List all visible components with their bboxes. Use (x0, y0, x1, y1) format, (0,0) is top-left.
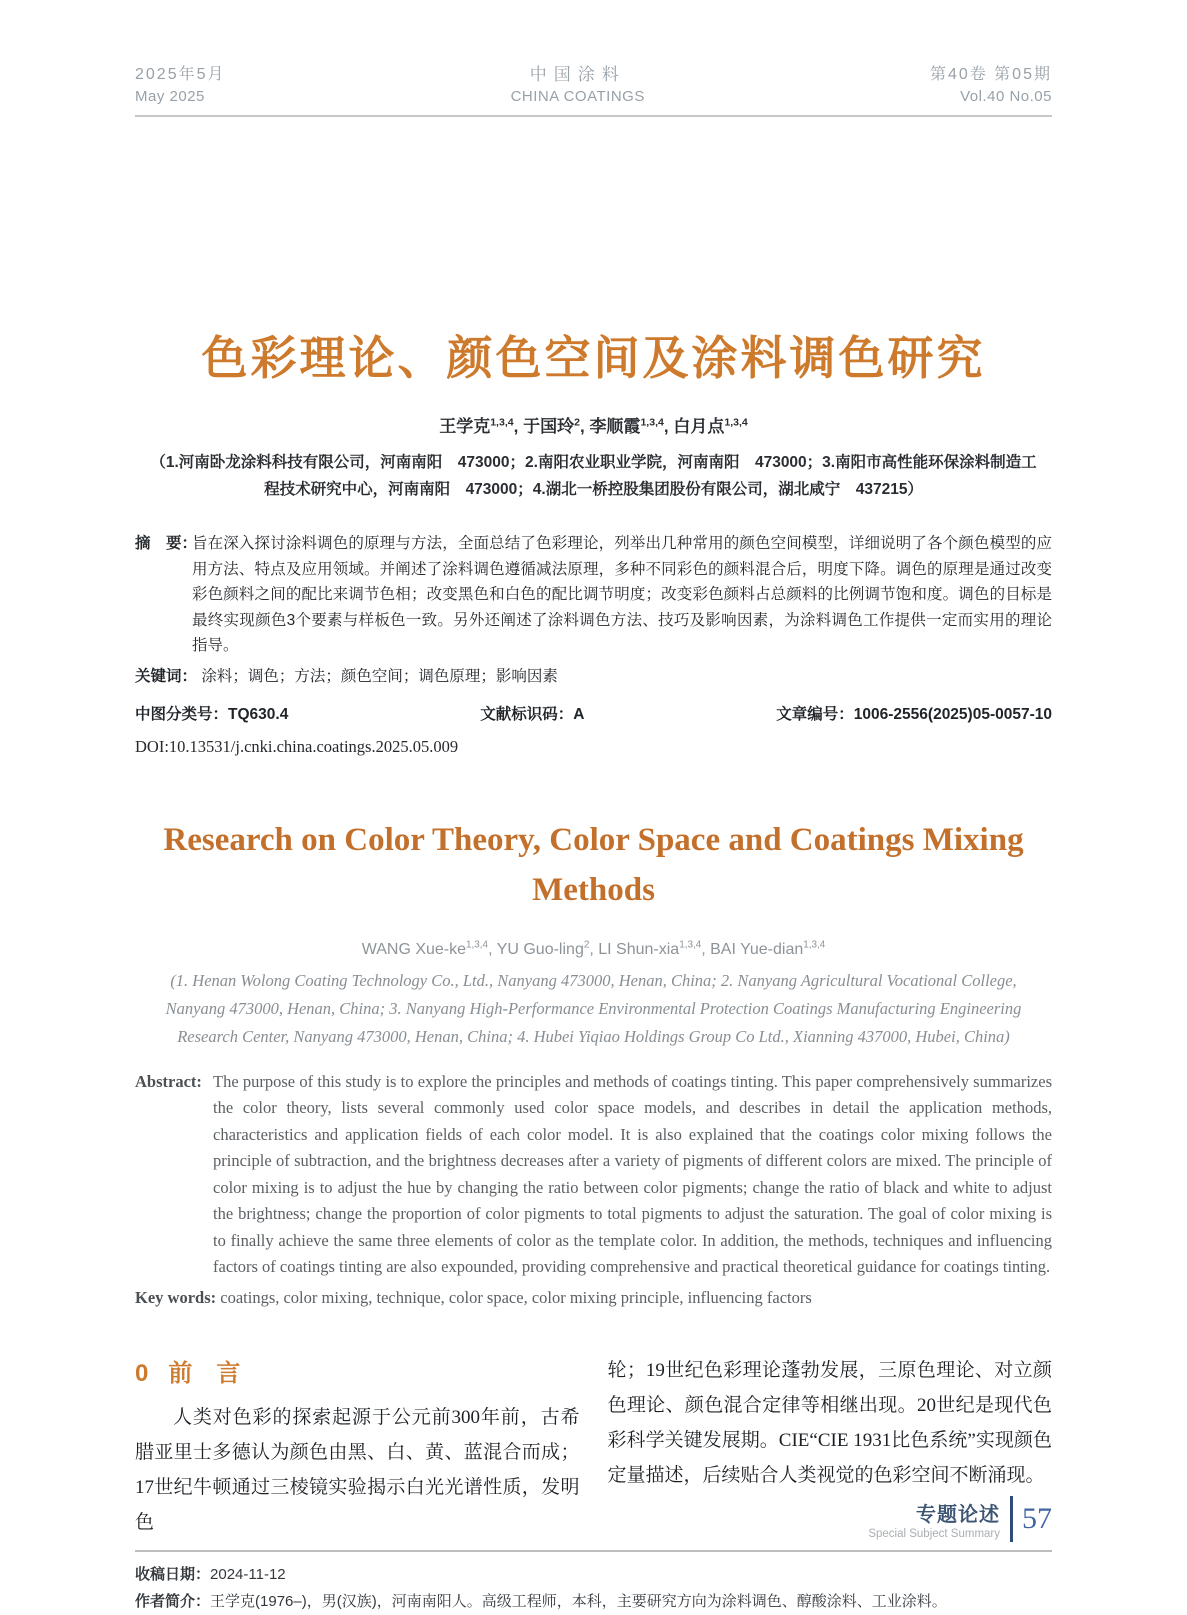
author-en: YU Guo-ling$^2$, (496, 939, 599, 958)
document-code: 文献标识码：A (480, 705, 585, 723)
affiliations-en (135, 967, 1052, 1051)
journal-header (135, 64, 1052, 117)
column-title-en: Special Subject Summary (868, 1528, 1000, 1540)
issue-date-zh: 2025年5月 (135, 66, 226, 83)
authors-en (135, 941, 1052, 959)
abstract-label-zh: 摘 要： (135, 535, 198, 552)
affiliation-line-en: Nanyang 473000, Henan, China; 3. Nanyang High-Performance Environmental Protection Coatings Manufacturing Engineering (165, 998, 1022, 1018)
authors-zh (135, 412, 1052, 437)
column-title-zh: 专题论述 (916, 1504, 1000, 1526)
keywords-en (135, 1285, 1052, 1311)
volume-en: Vol.40 No.05 (960, 88, 1052, 105)
received-date: 收稿日期：2024-11-12 (135, 1565, 286, 1583)
journal-name-en: CHINA COATINGS (510, 88, 645, 105)
author-bio: 作者简介：王学克(1976–)，男(汉族)，河南南阳人。高级工程师，本科，主要研究方向为涂料调色、醇酸涂料、工业涂料。 (135, 1592, 947, 1610)
abstract-text-en: The purpose of this study is to explore the principles and methods of coatings tinting. This paper comprehensively summarizes the color theory, lists several commonly used color space models, and describes in detail the application methods, characteristics and application fields of each color model. It is also explained that the coatings color mixing follows the principle of subtraction, and the brightness decreases after a variety of pigments of different colors are mixed. The principle of color mixing is to adjust the hue by changing the ratio between color pigments; change the ratio of black and white to adjust the brightness; change the proportion of color pigments to total pigments to adjust the saturation. The goal of color mixing is to finally achieve the same three elements of color as the template color. In addition, the methods, techniques and influencing factors of coatings tinting are also expounded, providing comprehensive and practical theoretical guidance for coatings tinting. (213, 1071, 1052, 1276)
author-zh: 白月点$^{1,3,4}$ (673, 416, 748, 436)
keywords-zh (135, 664, 1052, 689)
author-zh: 李顺霞$^{1,3,4}$, (589, 416, 669, 436)
keywords-label-en: Key words: (135, 1287, 217, 1307)
article-title-zh: 色彩理论、颜色空间及涂料调色研究 (201, 332, 986, 384)
header-volume (930, 64, 1052, 108)
doi: DOI:10.13531/j.cnki.china.coatings.2025.05.009 (135, 736, 459, 756)
footnote (135, 1550, 1052, 1615)
clc-number: 中图分类号：TQ630.4 (135, 705, 289, 723)
author-en: BAI Yue-dian$^{1,3,4}$ (710, 939, 826, 958)
page-tag (868, 1496, 1052, 1542)
article-id: 文章编号：1006-2556(2025)05-0057-10 (776, 705, 1052, 723)
page-number: 57 (1022, 1502, 1052, 1535)
keywords-text-en: coatings, color mixing, technique, color space, color mixing principle, influencing factors (220, 1287, 812, 1307)
issue-date-en: May 2025 (135, 88, 205, 105)
section-heading (135, 1353, 580, 1388)
section-title: 前 言 (168, 1359, 241, 1387)
affiliation-line-en: Research Center, Nanyang 473000, Henan, China; 4. Hubei Yiqiao Holdings Group Co Ltd., Xianning 437000, Hubei, China) (177, 1026, 1010, 1046)
volume-zh: 第40卷 第05期 (929, 66, 1052, 83)
journal-name-zh: 中国涂料 (529, 65, 626, 84)
page-tag-divider (1010, 1496, 1013, 1542)
affiliation-line-en: (1. Henan Wolong Coating Technology Co., Ltd., Nanyang 473000, Henan, China; 2. Nanyang Agricultural Vocational College, (170, 970, 1017, 990)
classification-row (135, 702, 1052, 724)
keywords-text-zh: 涂料；调色；方法；颜色空间；调色原理；影响因素 (201, 667, 558, 685)
section-number: 0 (135, 1359, 149, 1387)
abstract-zh (135, 531, 1052, 659)
author-en: LI Shun-xia$^{1,3,4}$, (598, 939, 711, 958)
author-zh: 王学克$^{1,3,4}$, (439, 416, 519, 436)
author-en: WANG Xue-ke$^{1,3,4}$, (361, 939, 497, 958)
column-names (868, 1498, 1000, 1540)
keywords-label-zh: 关键词： (135, 667, 198, 685)
author-zh: 于国玲$^2$, (523, 416, 585, 436)
header-journal (511, 64, 645, 108)
affiliations-zh (135, 449, 1052, 503)
abstract-en (135, 1069, 1052, 1281)
abstract-label-en: Abstract: (135, 1071, 202, 1091)
body-paragraph-right: 轮；19世纪色彩理论蓬勃发展，三原色理论、对立颜色理论、颜色混合定律等相继出现。20世纪是现代色彩科学关键发展期。CIE“CIE 1931比色系统”实现颜色定量描述，后续贴合人类视觉的色彩空间不断涌现。 (607, 1359, 1052, 1486)
abstract-text-zh: 旨在深入探讨涂料调色的原理与方法，全面总结了色彩理论，列举出几种常用的颜色空间模型，详细说明了各个颜色模型的应用方法、特点及应用领域。并阐述了涂料调色遵循减法原理，多种不同彩色的颜料混合后，明度下降。调色的原理是通过改变彩色颜料之间的配比来调节色相；改变黑色和白色的配比调节明度；改变彩色颜料占总颜料的比例调节饱和度。调色的目标是最终实现颜色3个要素与样板色一致。另外还阐述了涂料调色方法、技巧及影响因素，为涂料调色工作提供一定而实用的理论指导。 (192, 535, 1052, 654)
article-title-en: Research on Color Theory, Color Space and Coatings Mixing Methods (163, 821, 1024, 908)
affiliation-line: （1.河南卧龙涂料科技有限公司，河南南阳 473000；2.南阳农业职业学院，河南南阳 473000；3.南阳市高性能环保涂料制造工 (150, 454, 1037, 471)
affiliation-line: 程技术研究中心，河南南阳 473000；4.湖北一桥控股集团股份有限公司，湖北咸宁 437215） (264, 481, 923, 498)
body-paragraph-left: 人类对色彩的探索起源于公元前300年前，古希腊亚里士多德认为颜色由黑、白、黄、蓝混合而成；17世纪牛顿通过三棱镜实验揭示白光光谱性质，发明色 (135, 1406, 580, 1533)
header-issue (135, 64, 226, 108)
column-left (135, 1353, 580, 1540)
